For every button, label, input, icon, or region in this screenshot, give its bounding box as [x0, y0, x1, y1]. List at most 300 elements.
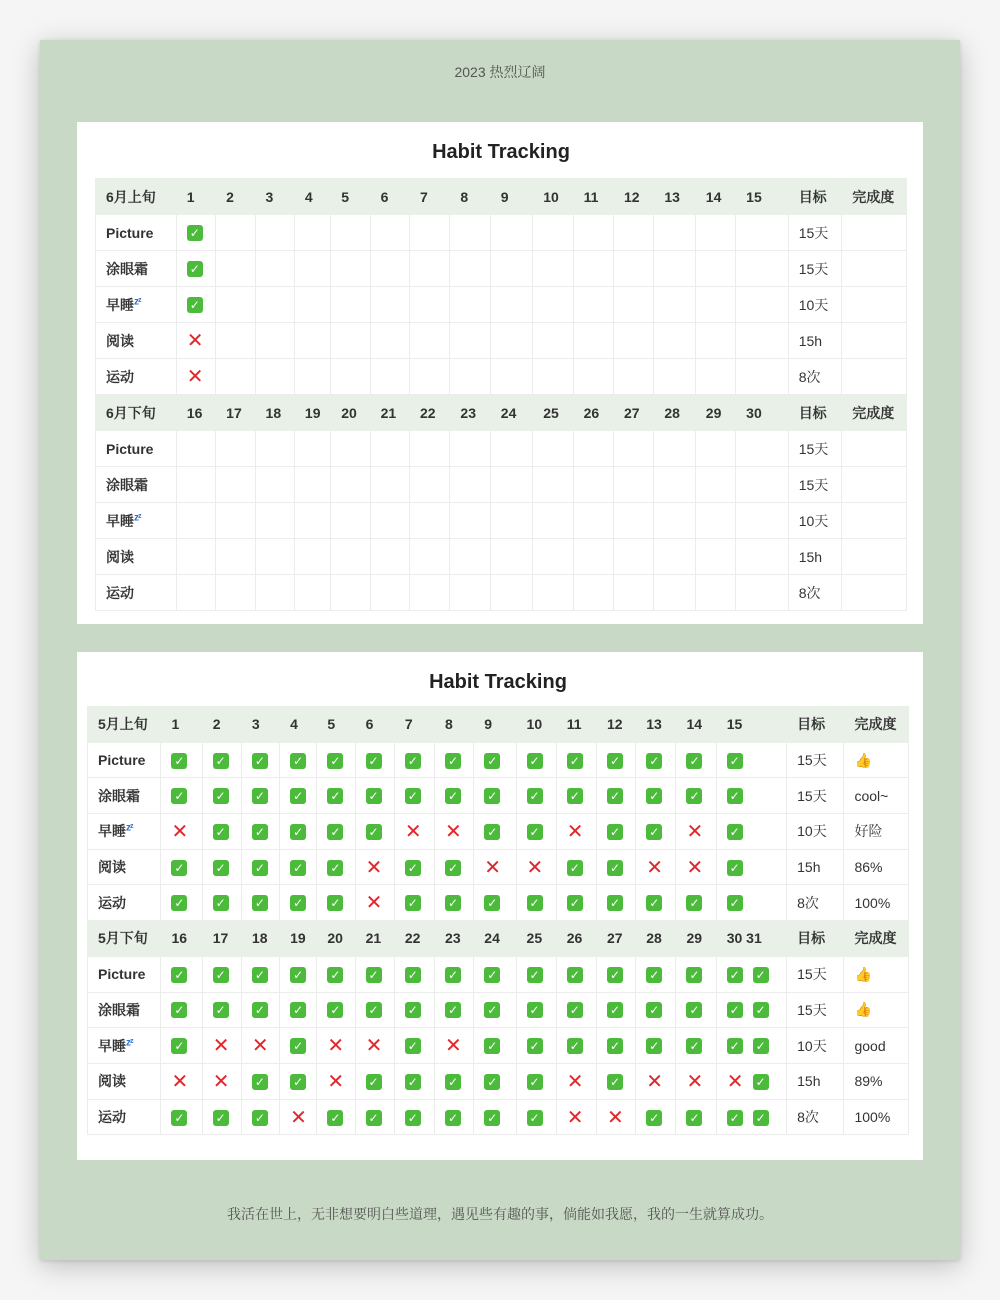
day-cell[interactable]: [202, 1099, 241, 1135]
day-cell[interactable]: [654, 467, 695, 503]
day-cell[interactable]: [161, 992, 202, 1028]
day-cell[interactable]: [241, 1063, 279, 1099]
day-cell[interactable]: [573, 503, 613, 539]
day-cell[interactable]: [573, 359, 613, 395]
day-cell[interactable]: [533, 431, 573, 467]
day-cell[interactable]: [676, 778, 716, 814]
day-cell[interactable]: [597, 1028, 636, 1064]
day-cell[interactable]: [676, 814, 716, 850]
day-cell[interactable]: [202, 1063, 241, 1099]
day-cell[interactable]: [280, 849, 317, 885]
day-cell[interactable]: [294, 287, 330, 323]
day-cell[interactable]: [394, 992, 434, 1028]
day-cell[interactable]: [355, 778, 394, 814]
day-cell[interactable]: [676, 885, 716, 921]
day-cell[interactable]: [435, 956, 474, 992]
day-cell[interactable]: [573, 323, 613, 359]
day-cell[interactable]: [533, 359, 573, 395]
day-cell[interactable]: [613, 575, 653, 611]
day-cell[interactable]: [556, 814, 596, 850]
day-cell[interactable]: [716, 742, 786, 778]
day-cell[interactable]: [450, 215, 490, 251]
day-cell[interactable]: [355, 956, 394, 992]
day-cell[interactable]: [394, 742, 434, 778]
day-cell[interactable]: [695, 467, 735, 503]
day-cell[interactable]: [597, 956, 636, 992]
day-cell[interactable]: [597, 1063, 636, 1099]
day-cell[interactable]: [410, 359, 450, 395]
day-cell[interactable]: [317, 1099, 355, 1135]
day-cell[interactable]: [294, 323, 330, 359]
day-cell[interactable]: [216, 575, 255, 611]
day-cell[interactable]: [695, 539, 735, 575]
day-cell[interactable]: [654, 251, 695, 287]
day-cell[interactable]: [716, 1028, 786, 1064]
day-cell[interactable]: [394, 849, 434, 885]
day-cell[interactable]: [533, 539, 573, 575]
day-cell[interactable]: [516, 742, 556, 778]
day-cell[interactable]: [331, 287, 370, 323]
day-cell[interactable]: [280, 742, 317, 778]
day-cell[interactable]: [410, 215, 450, 251]
day-cell[interactable]: [736, 215, 789, 251]
day-cell[interactable]: [410, 251, 450, 287]
day-cell[interactable]: [597, 742, 636, 778]
day-cell[interactable]: [317, 742, 355, 778]
day-cell[interactable]: [695, 323, 735, 359]
day-cell[interactable]: [516, 1099, 556, 1135]
day-cell[interactable]: [317, 814, 355, 850]
day-cell[interactable]: [556, 885, 596, 921]
day-cell[interactable]: [202, 885, 241, 921]
day-cell[interactable]: [161, 885, 202, 921]
day-cell[interactable]: [533, 251, 573, 287]
day-cell[interactable]: [280, 1099, 317, 1135]
day-cell[interactable]: [490, 323, 532, 359]
day-cell[interactable]: [394, 1028, 434, 1064]
day-cell[interactable]: [695, 503, 735, 539]
day-cell[interactable]: [317, 849, 355, 885]
day-cell[interactable]: [695, 575, 735, 611]
day-cell[interactable]: [736, 287, 789, 323]
day-cell[interactable]: [202, 742, 241, 778]
day-cell[interactable]: [636, 742, 676, 778]
day-cell[interactable]: [176, 575, 215, 611]
day-cell[interactable]: [255, 431, 294, 467]
day-cell[interactable]: [516, 992, 556, 1028]
day-cell[interactable]: [490, 431, 532, 467]
day-cell[interactable]: [613, 323, 653, 359]
day-cell[interactable]: [597, 992, 636, 1028]
day-cell[interactable]: [516, 1063, 556, 1099]
day-cell[interactable]: [294, 215, 330, 251]
day-cell[interactable]: [255, 287, 294, 323]
day-cell[interactable]: [331, 251, 370, 287]
day-cell[interactable]: [331, 539, 370, 575]
day-cell[interactable]: [331, 467, 370, 503]
day-cell[interactable]: [331, 575, 370, 611]
day-cell[interactable]: [636, 1063, 676, 1099]
day-cell[interactable]: [636, 1099, 676, 1135]
day-cell[interactable]: [241, 814, 279, 850]
day-cell[interactable]: [161, 1099, 202, 1135]
day-cell[interactable]: [556, 956, 596, 992]
day-cell[interactable]: [216, 503, 255, 539]
day-cell[interactable]: [331, 323, 370, 359]
day-cell[interactable]: [474, 1063, 516, 1099]
day-cell[interactable]: [435, 992, 474, 1028]
day-cell[interactable]: [216, 287, 255, 323]
day-cell[interactable]: [176, 539, 215, 575]
day-cell[interactable]: [736, 575, 789, 611]
day-cell[interactable]: [410, 539, 450, 575]
day-cell[interactable]: [676, 742, 716, 778]
day-cell[interactable]: [176, 431, 215, 467]
day-cell[interactable]: [355, 885, 394, 921]
day-cell[interactable]: [355, 814, 394, 850]
day-cell[interactable]: [490, 539, 532, 575]
day-cell[interactable]: [202, 814, 241, 850]
day-cell[interactable]: [255, 251, 294, 287]
day-cell[interactable]: [410, 287, 450, 323]
day-cell[interactable]: [280, 778, 317, 814]
day-cell[interactable]: [394, 814, 434, 850]
day-cell[interactable]: [161, 1028, 202, 1064]
day-cell[interactable]: [370, 467, 409, 503]
day-cell[interactable]: [676, 1063, 716, 1099]
day-cell[interactable]: [450, 503, 490, 539]
day-cell[interactable]: [370, 539, 409, 575]
day-cell[interactable]: [716, 956, 786, 992]
day-cell[interactable]: [435, 1099, 474, 1135]
day-cell[interactable]: [450, 575, 490, 611]
day-cell[interactable]: [255, 359, 294, 395]
day-cell[interactable]: [556, 849, 596, 885]
day-cell[interactable]: [255, 323, 294, 359]
day-cell[interactable]: [294, 467, 330, 503]
day-cell[interactable]: [613, 359, 653, 395]
day-cell[interactable]: [317, 778, 355, 814]
day-cell[interactable]: [516, 956, 556, 992]
day-cell[interactable]: [573, 575, 613, 611]
day-cell[interactable]: [613, 215, 653, 251]
day-cell[interactable]: [474, 885, 516, 921]
day-cell[interactable]: [636, 778, 676, 814]
day-cell[interactable]: [394, 1099, 434, 1135]
day-cell[interactable]: [676, 1028, 716, 1064]
day-cell[interactable]: [573, 467, 613, 503]
day-cell[interactable]: [394, 885, 434, 921]
day-cell[interactable]: [716, 1099, 786, 1135]
day-cell[interactable]: [597, 814, 636, 850]
day-cell[interactable]: [294, 431, 330, 467]
day-cell[interactable]: [533, 575, 573, 611]
day-cell[interactable]: [394, 778, 434, 814]
day-cell[interactable]: [736, 359, 789, 395]
day-cell[interactable]: [490, 359, 532, 395]
day-cell[interactable]: [613, 467, 653, 503]
day-cell[interactable]: [355, 992, 394, 1028]
day-cell[interactable]: [556, 1099, 596, 1135]
day-cell[interactable]: [474, 742, 516, 778]
day-cell[interactable]: [676, 956, 716, 992]
day-cell[interactable]: [280, 1063, 317, 1099]
day-cell[interactable]: [255, 215, 294, 251]
day-cell[interactable]: [216, 539, 255, 575]
day-cell[interactable]: [716, 1063, 786, 1099]
day-cell[interactable]: [370, 287, 409, 323]
day-cell[interactable]: [716, 992, 786, 1028]
day-cell[interactable]: [216, 251, 255, 287]
day-cell[interactable]: [516, 1028, 556, 1064]
day-cell[interactable]: [474, 992, 516, 1028]
day-cell[interactable]: [490, 287, 532, 323]
day-cell[interactable]: [410, 431, 450, 467]
day-cell[interactable]: [676, 1099, 716, 1135]
day-cell[interactable]: [370, 251, 409, 287]
day-cell[interactable]: [636, 992, 676, 1028]
day-cell[interactable]: [613, 503, 653, 539]
day-cell[interactable]: [294, 575, 330, 611]
day-cell[interactable]: [202, 778, 241, 814]
day-cell[interactable]: [294, 539, 330, 575]
day-cell[interactable]: [241, 742, 279, 778]
day-cell[interactable]: [241, 1099, 279, 1135]
day-cell[interactable]: [474, 1028, 516, 1064]
day-cell[interactable]: [241, 885, 279, 921]
day-cell[interactable]: [176, 467, 215, 503]
day-cell[interactable]: [654, 323, 695, 359]
day-cell[interactable]: [317, 1063, 355, 1099]
day-cell[interactable]: [241, 956, 279, 992]
day-cell[interactable]: [161, 1063, 202, 1099]
day-cell[interactable]: [317, 885, 355, 921]
day-cell[interactable]: [490, 215, 532, 251]
day-cell[interactable]: [676, 849, 716, 885]
day-cell[interactable]: [317, 992, 355, 1028]
day-cell[interactable]: [255, 539, 294, 575]
day-cell[interactable]: [294, 251, 330, 287]
day-cell[interactable]: [654, 503, 695, 539]
day-cell[interactable]: [474, 849, 516, 885]
day-cell[interactable]: [280, 956, 317, 992]
day-cell[interactable]: [695, 215, 735, 251]
day-cell[interactable]: [654, 215, 695, 251]
day-cell[interactable]: [317, 1028, 355, 1064]
day-cell[interactable]: [450, 539, 490, 575]
day-cell[interactable]: [410, 503, 450, 539]
day-cell[interactable]: [280, 885, 317, 921]
day-cell[interactable]: [370, 431, 409, 467]
day-cell[interactable]: [613, 251, 653, 287]
day-cell[interactable]: [716, 885, 786, 921]
day-cell[interactable]: [636, 956, 676, 992]
day-cell[interactable]: [435, 742, 474, 778]
day-cell[interactable]: [516, 849, 556, 885]
day-cell[interactable]: [216, 467, 255, 503]
day-cell[interactable]: [450, 431, 490, 467]
day-cell[interactable]: [394, 956, 434, 992]
day-cell[interactable]: [450, 467, 490, 503]
day-cell[interactable]: [474, 1099, 516, 1135]
day-cell[interactable]: [176, 323, 215, 359]
day-cell[interactable]: [695, 251, 735, 287]
day-cell[interactable]: [556, 778, 596, 814]
day-cell[interactable]: [736, 323, 789, 359]
day-cell[interactable]: [490, 575, 532, 611]
day-cell[interactable]: [161, 956, 202, 992]
day-cell[interactable]: [176, 359, 215, 395]
day-cell[interactable]: [573, 251, 613, 287]
day-cell[interactable]: [654, 359, 695, 395]
day-cell[interactable]: [370, 215, 409, 251]
day-cell[interactable]: [161, 742, 202, 778]
day-cell[interactable]: [176, 503, 215, 539]
day-cell[interactable]: [241, 992, 279, 1028]
day-cell[interactable]: [736, 539, 789, 575]
day-cell[interactable]: [216, 359, 255, 395]
day-cell[interactable]: [216, 323, 255, 359]
day-cell[interactable]: [516, 814, 556, 850]
day-cell[interactable]: [355, 742, 394, 778]
day-cell[interactable]: [435, 1028, 474, 1064]
day-cell[interactable]: [636, 849, 676, 885]
day-cell[interactable]: [736, 503, 789, 539]
day-cell[interactable]: [216, 431, 255, 467]
day-cell[interactable]: [736, 467, 789, 503]
day-cell[interactable]: [435, 778, 474, 814]
day-cell[interactable]: [317, 956, 355, 992]
day-cell[interactable]: [394, 1063, 434, 1099]
day-cell[interactable]: [613, 287, 653, 323]
day-cell[interactable]: [161, 814, 202, 850]
day-cell[interactable]: [654, 539, 695, 575]
day-cell[interactable]: [636, 885, 676, 921]
day-cell[interactable]: [370, 503, 409, 539]
day-cell[interactable]: [736, 431, 789, 467]
day-cell[interactable]: [202, 956, 241, 992]
day-cell[interactable]: [255, 575, 294, 611]
day-cell[interactable]: [410, 323, 450, 359]
day-cell[interactable]: [654, 575, 695, 611]
day-cell[interactable]: [435, 814, 474, 850]
day-cell[interactable]: [474, 814, 516, 850]
day-cell[interactable]: [331, 503, 370, 539]
day-cell[interactable]: [716, 778, 786, 814]
day-cell[interactable]: [176, 287, 215, 323]
day-cell[interactable]: [695, 431, 735, 467]
day-cell[interactable]: [556, 1063, 596, 1099]
day-cell[interactable]: [450, 287, 490, 323]
day-cell[interactable]: [490, 503, 532, 539]
day-cell[interactable]: [516, 885, 556, 921]
day-cell[interactable]: [597, 885, 636, 921]
day-cell[interactable]: [716, 814, 786, 850]
day-cell[interactable]: [331, 359, 370, 395]
day-cell[interactable]: [331, 215, 370, 251]
day-cell[interactable]: [294, 359, 330, 395]
day-cell[interactable]: [597, 1099, 636, 1135]
day-cell[interactable]: [410, 467, 450, 503]
day-cell[interactable]: [176, 251, 215, 287]
day-cell[interactable]: [533, 323, 573, 359]
day-cell[interactable]: [280, 992, 317, 1028]
day-cell[interactable]: [355, 849, 394, 885]
day-cell[interactable]: [410, 575, 450, 611]
day-cell[interactable]: [676, 992, 716, 1028]
day-cell[interactable]: [573, 431, 613, 467]
day-cell[interactable]: [654, 431, 695, 467]
day-cell[interactable]: [636, 814, 676, 850]
day-cell[interactable]: [241, 1028, 279, 1064]
day-cell[interactable]: [573, 539, 613, 575]
day-cell[interactable]: [597, 849, 636, 885]
day-cell[interactable]: [161, 849, 202, 885]
day-cell[interactable]: [556, 992, 596, 1028]
day-cell[interactable]: [255, 467, 294, 503]
day-cell[interactable]: [216, 215, 255, 251]
day-cell[interactable]: [716, 849, 786, 885]
day-cell[interactable]: [474, 956, 516, 992]
day-cell[interactable]: [435, 1063, 474, 1099]
day-cell[interactable]: [695, 287, 735, 323]
day-cell[interactable]: [533, 467, 573, 503]
day-cell[interactable]: [490, 251, 532, 287]
day-cell[interactable]: [370, 359, 409, 395]
day-cell[interactable]: [613, 431, 653, 467]
day-cell[interactable]: [654, 287, 695, 323]
day-cell[interactable]: [613, 539, 653, 575]
day-cell[interactable]: [435, 849, 474, 885]
day-cell[interactable]: [294, 503, 330, 539]
day-cell[interactable]: [636, 1028, 676, 1064]
day-cell[interactable]: [533, 215, 573, 251]
day-cell[interactable]: [573, 215, 613, 251]
day-cell[interactable]: [280, 1028, 317, 1064]
day-cell[interactable]: [533, 287, 573, 323]
day-cell[interactable]: [597, 778, 636, 814]
day-cell[interactable]: [695, 359, 735, 395]
day-cell[interactable]: [516, 778, 556, 814]
day-cell[interactable]: [450, 323, 490, 359]
day-cell[interactable]: [450, 251, 490, 287]
day-cell[interactable]: [280, 814, 317, 850]
day-cell[interactable]: [370, 323, 409, 359]
day-cell[interactable]: [255, 503, 294, 539]
day-cell[interactable]: [355, 1028, 394, 1064]
day-cell[interactable]: [435, 885, 474, 921]
day-cell[interactable]: [556, 742, 596, 778]
day-cell[interactable]: [355, 1063, 394, 1099]
day-cell[interactable]: [355, 1099, 394, 1135]
day-cell[interactable]: [490, 467, 532, 503]
day-cell[interactable]: [241, 849, 279, 885]
day-cell[interactable]: [202, 992, 241, 1028]
day-cell[interactable]: [241, 778, 279, 814]
day-cell[interactable]: [450, 359, 490, 395]
day-cell[interactable]: [161, 778, 202, 814]
day-cell[interactable]: [474, 778, 516, 814]
day-cell[interactable]: [736, 251, 789, 287]
day-cell[interactable]: [202, 1028, 241, 1064]
day-cell[interactable]: [331, 431, 370, 467]
day-cell[interactable]: [533, 503, 573, 539]
day-cell[interactable]: [202, 849, 241, 885]
day-cell[interactable]: [556, 1028, 596, 1064]
day-cell[interactable]: [573, 287, 613, 323]
day-cell[interactable]: [176, 215, 215, 251]
day-cell[interactable]: [370, 575, 409, 611]
